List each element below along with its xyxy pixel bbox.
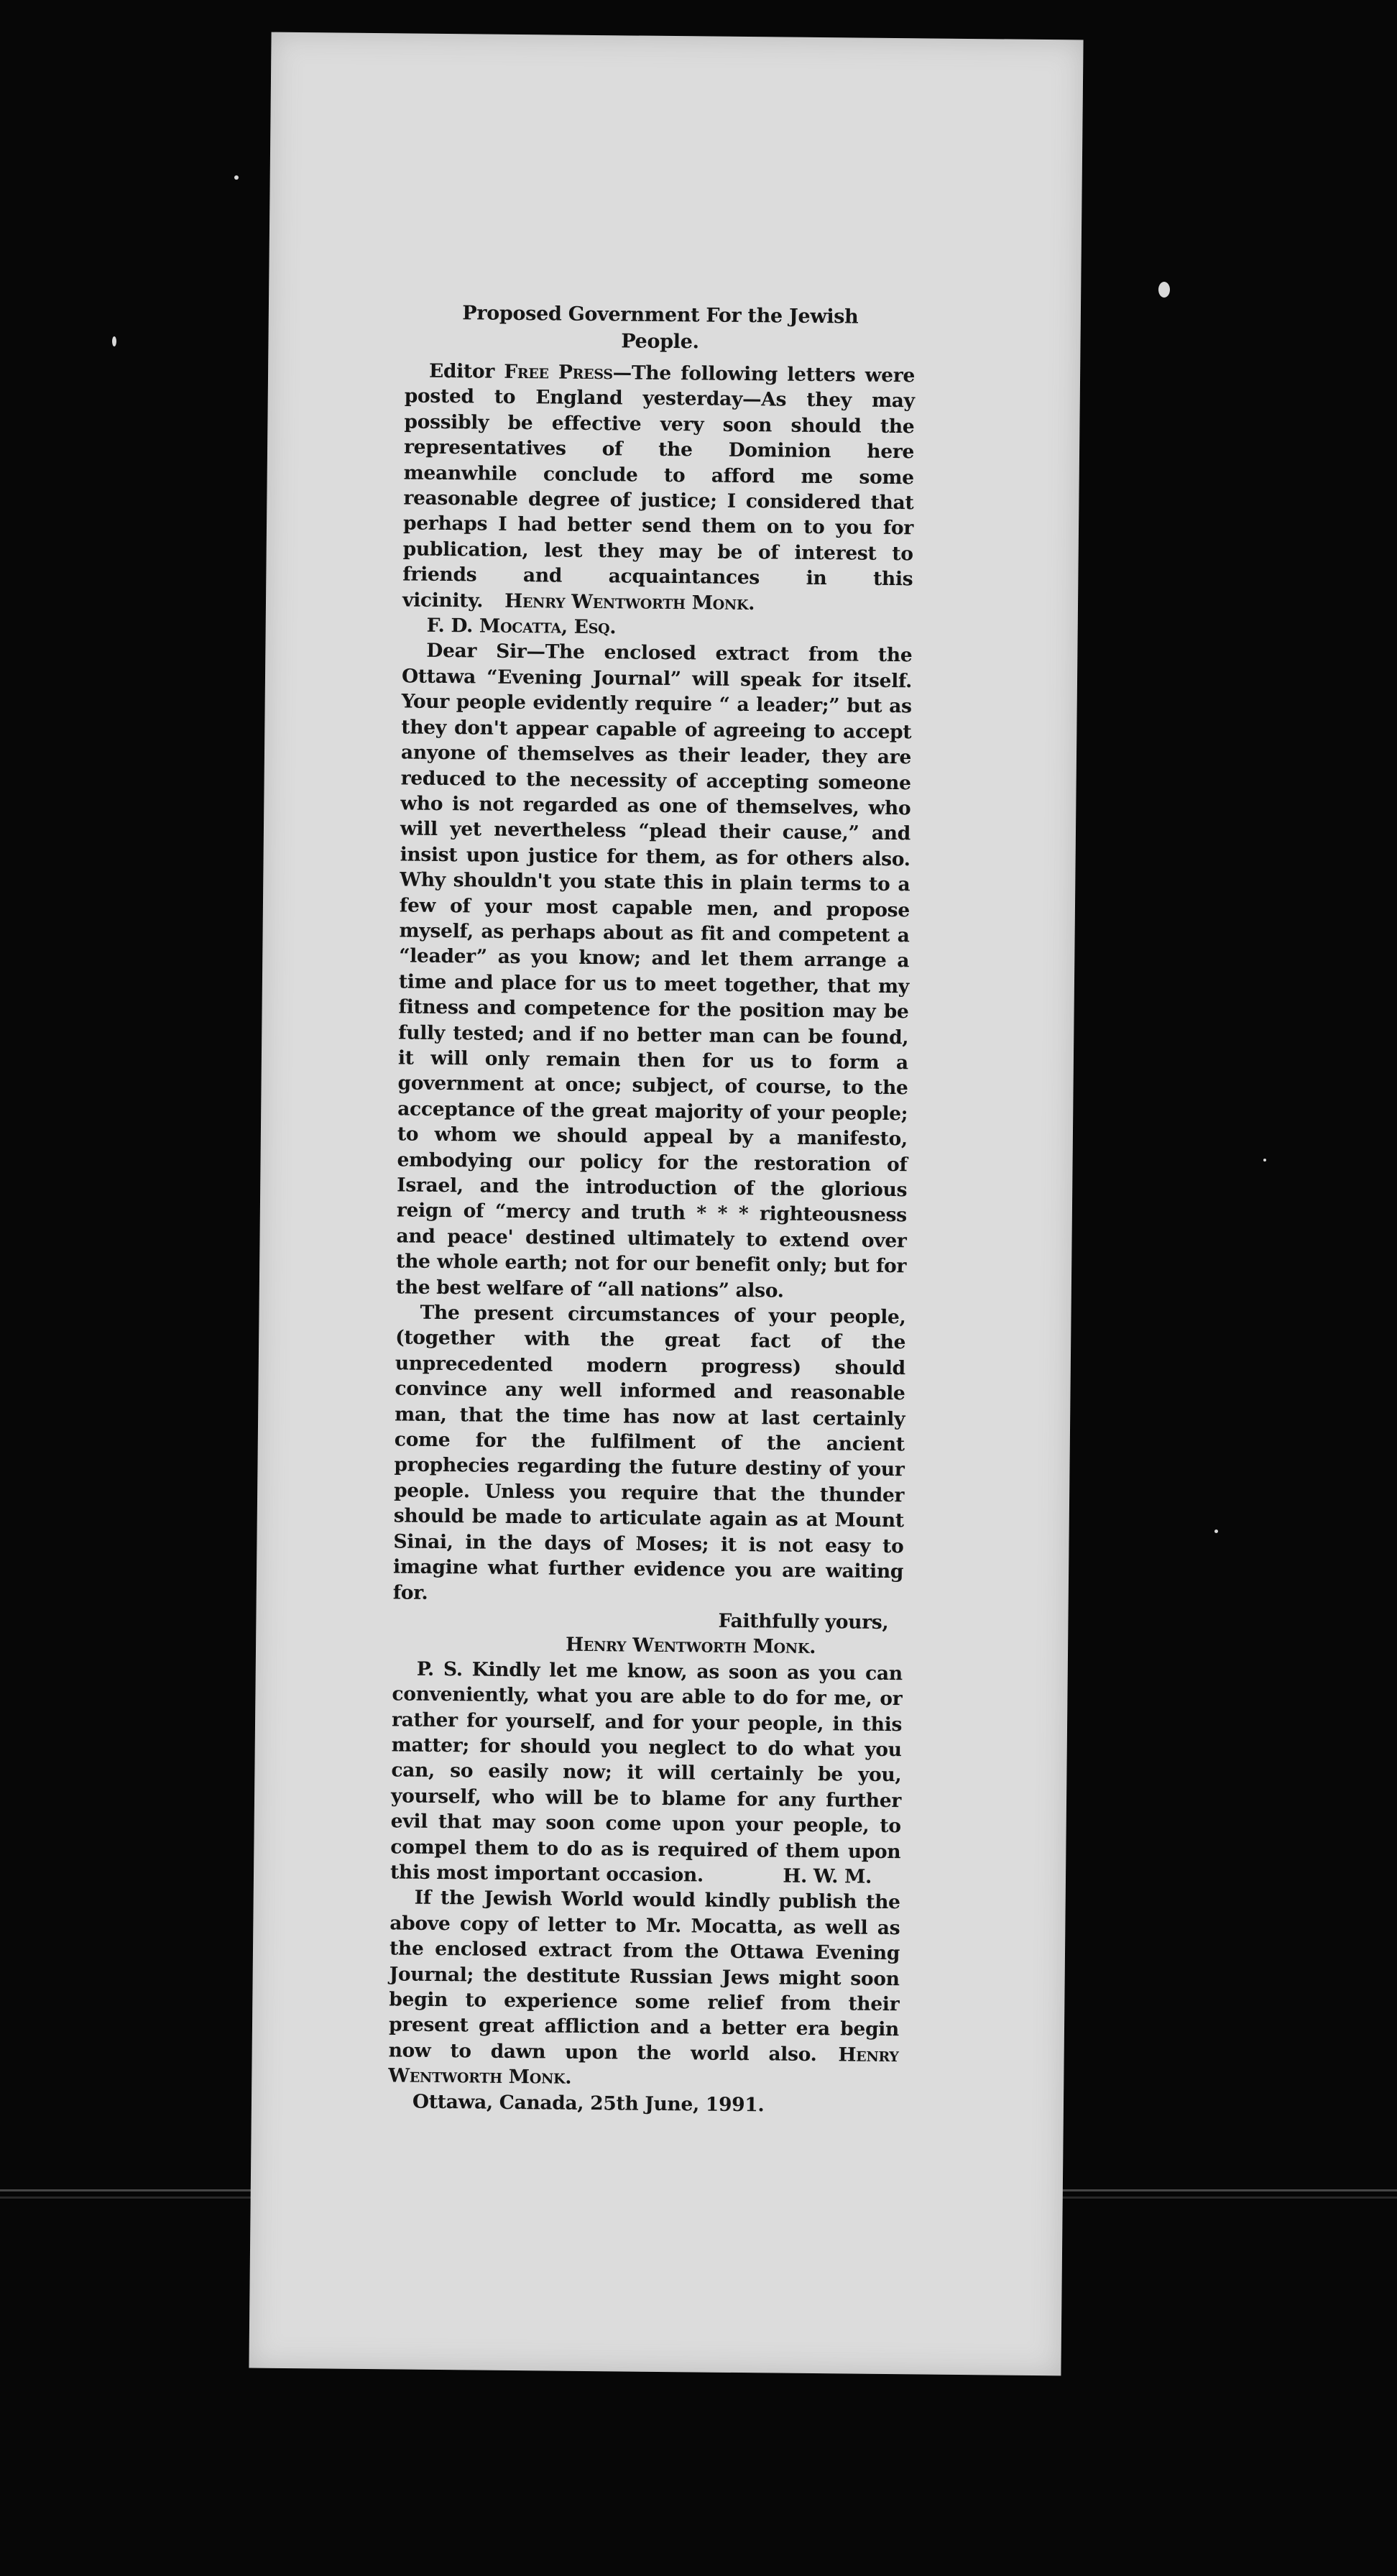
film-speck: [1214, 1530, 1218, 1533]
film-speck: [1263, 1159, 1266, 1162]
intro-lead-caps: Free Press: [504, 360, 613, 385]
film-speck: [1158, 282, 1170, 298]
letter-paragraph-1: Dear Sir—The enclosed extract from the Ottawa “Evening Journal” will speak for itself. Your people evidently require “ a leader;” but as they don't appear capable of agreeing to accept anyone of themselves as their leader, they are reduced to the necessity of accepting someone who is not regarded as one of themselves, who will yet nevertheless “plead their cause,” and insist upon justice for them, as for others also. Why shouldn't you state this in plain terms to a few of your most capable men, and propose myself, as perhaps about as fit and competent a “leader” as you know; and let them arrange a time and place for us to meet together, that my fitness and competence for the position may be fully tested; and if no better man can be found, it will only remain then for us to form a government at once; subject, of course, to the acceptance of the great majority of your people; to whom we should appeal by a manifesto, embodying our policy for the restoration of Israel, and the introduction of the glorious reign of “mercy and truth * * * righteousness and peace' destined ultimately to extend over the whole earth; not for our benefit only; but for the best welfare of “all nations” also.: [395, 640, 913, 1302]
headline-line-2: People.: [621, 330, 699, 354]
intro-paragraph: [402, 358, 915, 617]
article-headline: [405, 299, 916, 357]
letter-paragraph-2: The present circumstances of your people, (together with the great fact of the unprecedented modern progress) should convince any well informed and reasonable man, that the time has now at last certainly come for the fulfilment of the ancient prophecies regarding the future destiny of your people. Unless you require that the thunder should be made to articulate again as at Mount Sinai, in the days of Moses; it is not easy to imagine what further evidence you are waiting for.: [392, 1301, 906, 1604]
article-column: [388, 299, 916, 2119]
letter-addressee: F. D. Mocatta, Esq.: [426, 614, 617, 639]
newspaper-clipping: [249, 32, 1083, 2376]
final-signature: Henry Wentworth Monk.: [388, 2043, 899, 2089]
film-speck: [112, 336, 116, 346]
final-paragraph-text: If the Jewish World would kindly publish the above copy of letter to Mr. Mocatta, as well as the enclosed extract from the Ottawa Evening Journal; the destitute Russian Jews might soon begin to experience some relief from their present great affliction and a better era begin now to dawn upon the world also.: [388, 1887, 900, 2066]
intro-signature: Henry Wentworth Monk.: [504, 589, 755, 615]
postscript-initials: H. W. M.: [783, 1864, 872, 1888]
dateline: Ottawa, Canada, 25th June, 1991.: [412, 2090, 765, 2116]
postscript-text: P. S. Kindly let me know, as soon as you can conveniently, what you are able to do for me, or rather for yourself, and for your people, in this matter; for should you neglect to do what you can, so easily now; it will certainly be you, yourself, who will be to blame for any further evil that may soon come upon your people, to compel them to do as is required of them upon this most important occasion.: [389, 1657, 903, 1887]
intro-text: —The following letters were posted to England yesterday—As they may possibly be effective very soon should the representatives of the Dominion here meanwhile conclude to afford me some reasonable degree of justice; I considered that perhaps I had better send them on to you for publication, lest they may be of interest to friends and acquaintances in this vicinity.: [402, 362, 916, 612]
headline-line-1: Proposed Government For the Jewish: [462, 302, 859, 328]
letter-closing: Faithfully yours,: [718, 1609, 889, 1634]
final-paragraph: [388, 1885, 900, 2094]
film-speck: [234, 175, 239, 180]
postscript: [390, 1656, 903, 1890]
intro-lead: Editor: [428, 359, 504, 383]
letter-signature: Henry Wentworth Monk.: [565, 1633, 816, 1659]
